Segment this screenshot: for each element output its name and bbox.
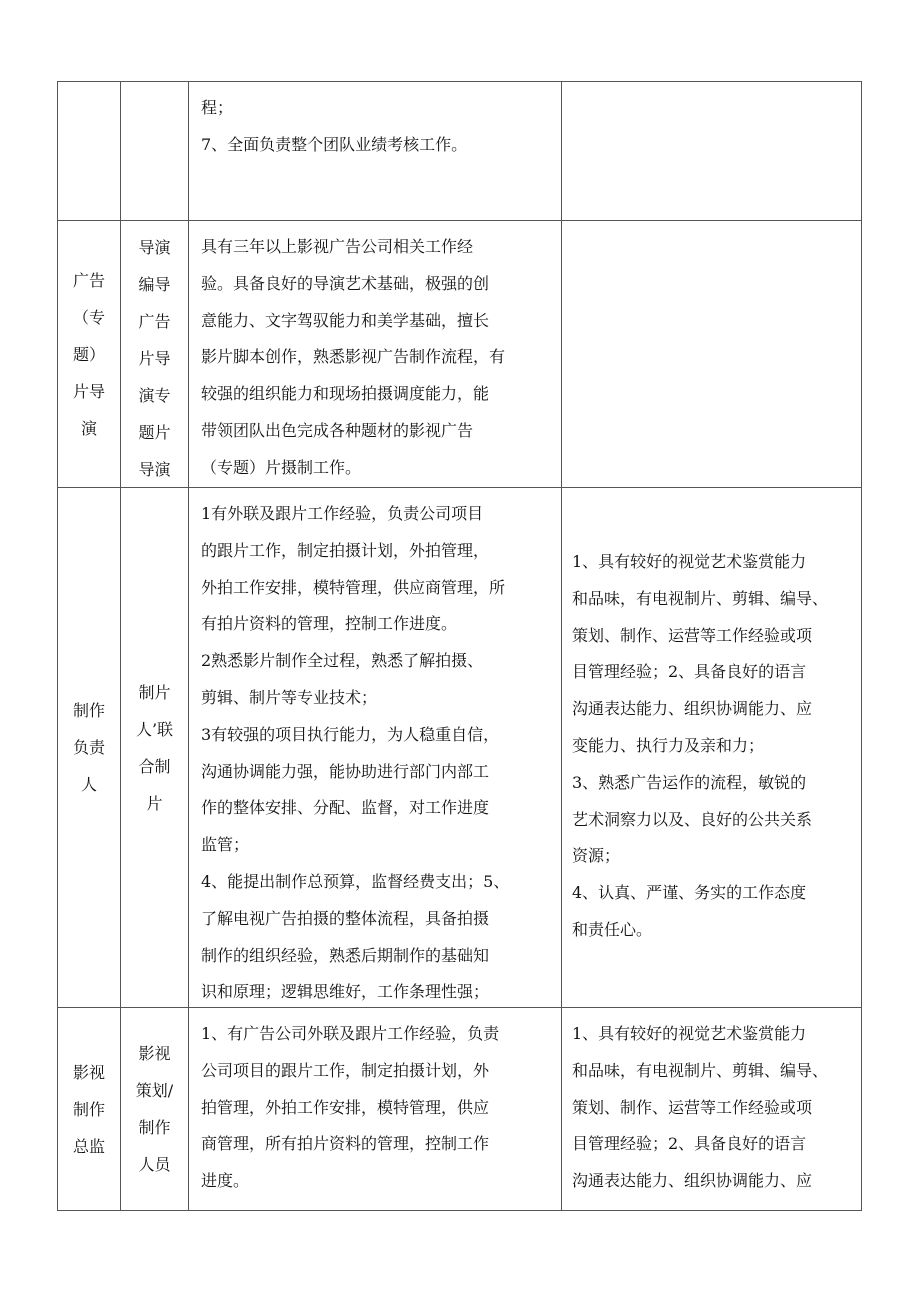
cell-c3	[188, 221, 561, 487]
cell-line: 人	[80, 775, 97, 794]
cell-line: 片导	[138, 349, 171, 368]
job-table	[57, 81, 862, 1211]
table-row	[57, 220, 862, 487]
cell-c3	[188, 1008, 561, 1210]
cell-line: 外拍工作安排，模特管理，供应商管理，所	[201, 577, 506, 597]
cell-line: 制作	[138, 1118, 171, 1137]
cell-c3	[188, 82, 561, 220]
cell-c4	[561, 1008, 862, 1210]
cell-line: 商管理，所有拍片资料的管理，控制工作	[201, 1134, 490, 1154]
cell-c1	[57, 82, 120, 220]
cell-line: 沟通协调能力强，能协助进行部门内部工	[201, 761, 490, 781]
cell-line: 公司项目的跟片工作，制定拍摄计划，外	[201, 1060, 490, 1080]
cell-line: 识和原理；逻辑思维好，工作条理性强；	[201, 982, 490, 1002]
cell-line: 变能力、执行力及亲和力；	[572, 735, 765, 755]
cell-line: 影视	[72, 1062, 105, 1082]
cell-line: 制作	[72, 1099, 105, 1119]
cell-line: 负责	[72, 738, 105, 757]
cell-line: 编导	[138, 275, 171, 294]
cell-line: 合制	[138, 756, 171, 776]
cell-c1	[57, 1008, 120, 1210]
cell-line: 沟通表达能力、组织协调能力、应	[572, 1171, 813, 1191]
cell-line: 艺术洞察力以及、良好的公共关系	[572, 809, 813, 829]
cell-line: 1、具有较好的视觉艺术鉴赏能力	[572, 552, 807, 571]
cell-line: 策划、制作、运营等工作经验或项	[572, 1097, 813, 1117]
cell-c2	[120, 488, 188, 1007]
cell-line: 演专	[138, 386, 171, 405]
cell-line: 目管理经验；2、具备良好的语言	[572, 1134, 807, 1154]
cell-line: 和品味，有电视制片、剪辑、编导、	[572, 1060, 829, 1080]
cell-line: 片	[146, 793, 163, 813]
cell-line: 演	[80, 418, 97, 438]
cell-line: 广告	[72, 270, 105, 290]
cell-line: 影视	[138, 1044, 171, 1063]
cell-line: 人’联	[135, 719, 174, 739]
cell-c2	[120, 82, 188, 220]
cell-line: 验。具备良好的导演艺术基础，极强的创	[201, 273, 490, 293]
cell-c2	[120, 221, 188, 487]
cell-c3	[188, 488, 561, 1007]
cell-line: 总监	[72, 1136, 105, 1156]
table-row	[57, 81, 862, 220]
cell-line: 1、具有较好的视觉艺术鉴赏能力	[572, 1024, 807, 1043]
cell-line: 广告	[138, 312, 171, 331]
cell-line: 制作的组织经验，熟悉后期制作的基础知	[201, 945, 490, 965]
cell-line: 沟通表达能力、组织协调能力、应	[572, 699, 813, 719]
cell-line: 资源；	[572, 846, 621, 866]
cell-line: 监管；	[201, 835, 250, 855]
cell-line: 4、认真、严谨、务实的工作态度	[572, 883, 807, 903]
cell-line: 影片脚本创作，熟悉影视广告制作流程，有	[201, 347, 506, 367]
cell-line: 3、熟悉广告运作的流程，敏锐的	[572, 772, 807, 792]
cell-line: 了解电视广告拍摄的整体流程，具备拍摄	[201, 908, 490, 928]
cell-line: 拍管理，外拍工作安排，模特管理，供应	[201, 1097, 490, 1117]
cell-line: 片导	[72, 381, 105, 401]
cell-line: 1有外联及跟片工作经验，负责公司项目	[201, 504, 484, 523]
cell-line: 和品味，有电视制片、剪辑、编导、	[572, 588, 829, 608]
cell-c2	[120, 1008, 188, 1210]
cell-line: 和责任心。	[572, 919, 653, 939]
cell-line: 剪辑、制片等专业技术；	[201, 687, 378, 707]
cell-line: 策划/	[135, 1081, 174, 1100]
cell-line: 制片	[138, 682, 171, 702]
cell-line: 制作	[72, 701, 105, 720]
cell-line: 进度。	[201, 1171, 250, 1191]
cell-line: 策划、制作、运营等工作经验或项	[572, 625, 813, 645]
cell-line: 导演	[138, 238, 171, 257]
cell-line: 有拍片资料的管理，控制工作进度。	[201, 614, 458, 634]
table-row	[57, 487, 862, 1007]
cell-line: 目管理经验；2、具备良好的语言	[572, 662, 807, 682]
cell-line: 带领团队出色完成各种题材的影视广告	[201, 420, 474, 440]
cell-line: （专	[72, 307, 105, 327]
cell-line: 题）	[72, 344, 105, 364]
cell-line: 作的整体安排、分配、监督，对工作进度	[201, 798, 490, 818]
cell-line: 意能力、文字驾驭能力和美学基础，擅长	[201, 310, 490, 330]
cell-line: 导演	[138, 460, 171, 479]
cell-line: 3有较强的项目执行能力，为人稳重自信，	[201, 724, 500, 744]
cell-line: 程；	[201, 98, 234, 117]
cell-c4	[561, 82, 862, 220]
cell-line: 2熟悉影片制作全过程，熟悉了解拍摄、	[201, 651, 484, 671]
cell-line: 较强的组织能力和现场拍摄调度能力，能	[201, 384, 490, 404]
cell-line: 4、能提出制作总预算，监督经费支出；5、	[201, 871, 510, 891]
cell-line: 题片	[138, 423, 171, 442]
cell-line: 具有三年以上影视广告公司相关工作经	[201, 237, 474, 256]
table-row	[57, 1007, 862, 1211]
cell-line: 人员	[138, 1155, 171, 1174]
cell-c4	[561, 488, 862, 1007]
cell-line: 1、有广告公司外联及跟片工作经验，负责	[201, 1024, 500, 1043]
cell-line: 的跟片工作，制定拍摄计划，外拍管理，	[201, 540, 490, 560]
cell-line: 7、全面负责整个团队业绩考核工作。	[201, 134, 468, 154]
cell-c4	[561, 221, 862, 487]
cell-c1	[57, 488, 120, 1007]
cell-c1	[57, 221, 120, 487]
cell-line: （专题）片摄制工作。	[201, 457, 362, 477]
